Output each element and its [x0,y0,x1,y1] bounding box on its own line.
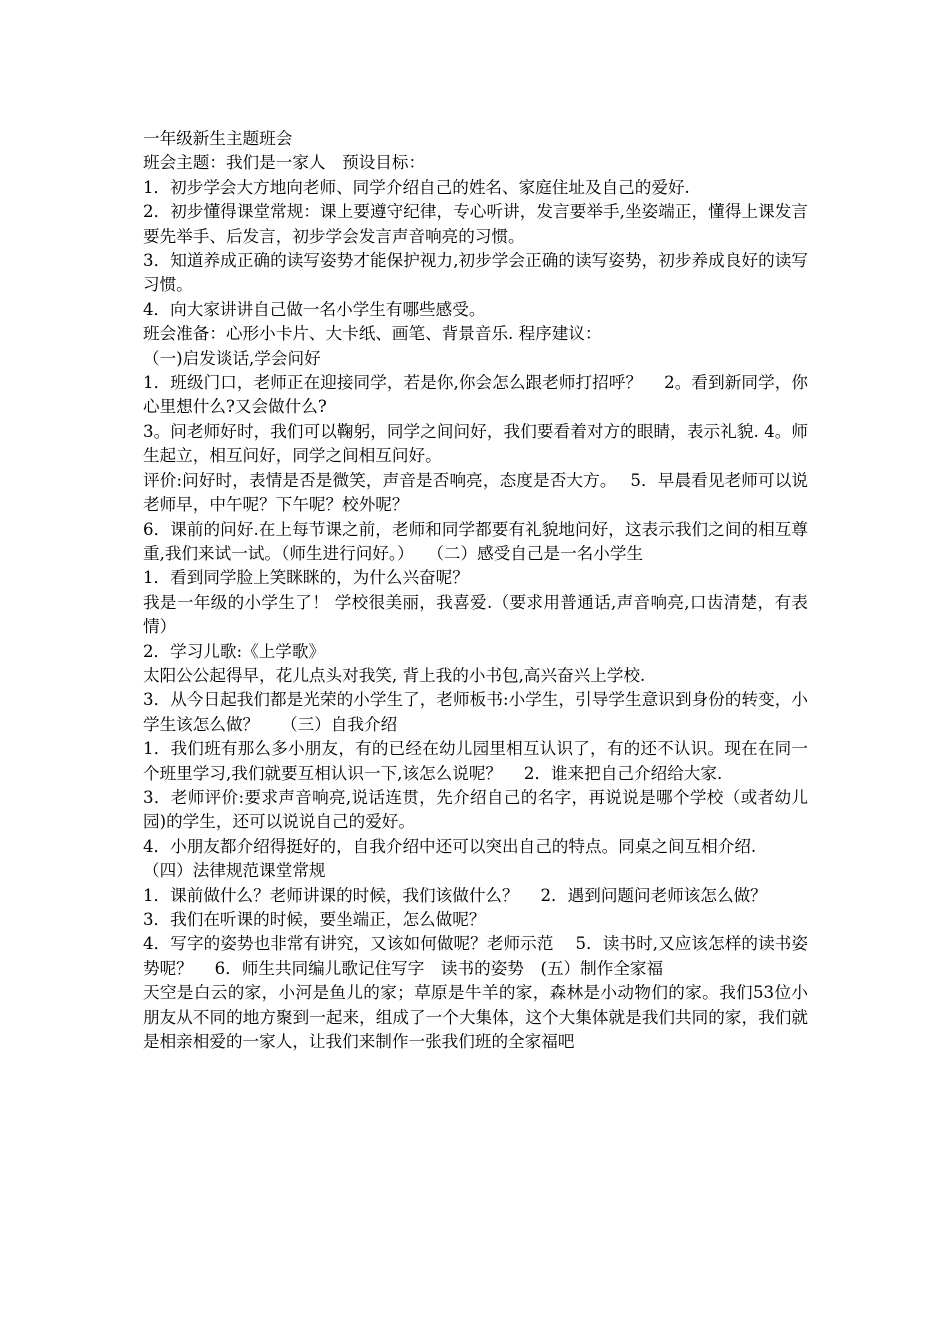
document-title: 一年级新生主题班会 [143,129,293,148]
paragraph: 2．学习儿歌:《上学歌》 [143,641,326,661]
paragraph: 1．课前做什么？老师讲课的时候，我们该做什么？ 2．遇到问题问老师该怎么做？ [143,885,767,905]
paragraph: 1．班级门口，老师正在迎接同学，若是你,你会怎么跟老师打招呼？ 2。看到新同学，你心里想什么?又会做什么? [143,373,808,417]
paragraph: 3。问老师好时，我们可以鞠躬，同学之间问好，我们要看着对方的眼睛，表示礼貌. 4。师生起立，相互问好，同学之间相互问好。 [143,421,808,466]
paragraph: 1．初步学会大方地向老师、同学介绍自己的姓名、家庭住址及自己的爱好. [143,177,690,197]
paragraph: 3．老师评价:要求声音响亮,说话连贯，先介绍自己的名字，再说说是哪个学校（或者幼儿园)的学生，还可以说说自己的爱好。 [143,787,808,832]
document-body [143,127,808,1054]
section-heading: （一)启发谈话,学会问好 [143,348,321,368]
paragraph: 天空是白云的家，小河是鱼儿的家；草原是牛羊的家，森林是小动物们的家。我们53位小朋友从不同的地方聚到一起来，组成了一个大集体，这个大集体就是我们共同的家，我们就是相亲相爱的一家人，让我们来制作一张我们班的全家福吧 [143,983,808,1052]
paragraph: 4．向大家讲讲自己做一名小学生有哪些感受。 [143,299,486,319]
paragraph: 2．初步懂得课堂常规：课上要遵守纪律，专心听讲，发言要举手,坐姿端正，懂得上课发言要先举手、后发言，初步学会发言声音响亮的习惯。 [143,202,808,246]
paragraph: 我是一年级的小学生了！ 学校很美丽，我喜爱.（要求用普通话,声音响亮,口齿清楚，有表情） [143,592,808,637]
paragraph: 班会准备：心形小卡片、大卡纸、画笔、背景音乐. 程序建议： [143,324,602,344]
paragraph: 4．小朋友都介绍得挺好的，自我介绍中还可以突出自己的特点。同桌之间互相介绍. [143,836,757,856]
paragraph: 4．写字的姿势也非常有讲究，又该如何做呢？老师示范 5．读书时,又应该怎样的读书姿势呢？ 6．师生共同编儿歌记住写字 读书的姿势 (五）制作全家福 [143,934,808,978]
paragraph: 评价:问好时，表情是否是微笑，声音是否响亮，态度是否大方。 5．早晨看见老师可以说老师早，中午呢？下午呢？校外呢？ [143,470,808,515]
paragraph: 1．看到同学脸上笑眯眯的，为什么兴奋呢？ [143,568,469,588]
paragraph: 1．我们班有那么多小朋友，有的已经在幼儿园里相互认识了，有的还不认识。现在在同一个班里学习,我们就要互相认识一下,该怎么说呢？ 2．谁来把自己介绍给大家. [143,739,808,783]
paragraph: 6．课前的问好.在上每节课之前，老师和同学都要有礼貌地问好，这表示我们之间的相互尊重,我们来试一试。（师生进行问好。） （二）感受自己是一名小学生 [143,519,808,563]
paragraph: 3．知道养成正确的读写姿势才能保护视力,初步学会正确的读写姿势，初步养成良好的读写习惯。 [143,251,808,295]
paragraph: 3．我们在听课的时候，要坐端正，怎么做呢？ [143,910,486,929]
paragraph: 3．从今日起我们都是光荣的小学生了，老师板书:小学生，引导学生意识到身份的转变，小学生该怎么做？ （三）自我介绍 [143,690,808,734]
paragraph: 太阳公公起得早，花儿点头对我笑, 背上我的小书包,高兴奋兴上学校. [143,665,646,685]
paragraph: 班会主题：我们是一家人 预设目标： [143,153,426,173]
section-heading: （四）法律规范课堂常规 [143,861,326,881]
